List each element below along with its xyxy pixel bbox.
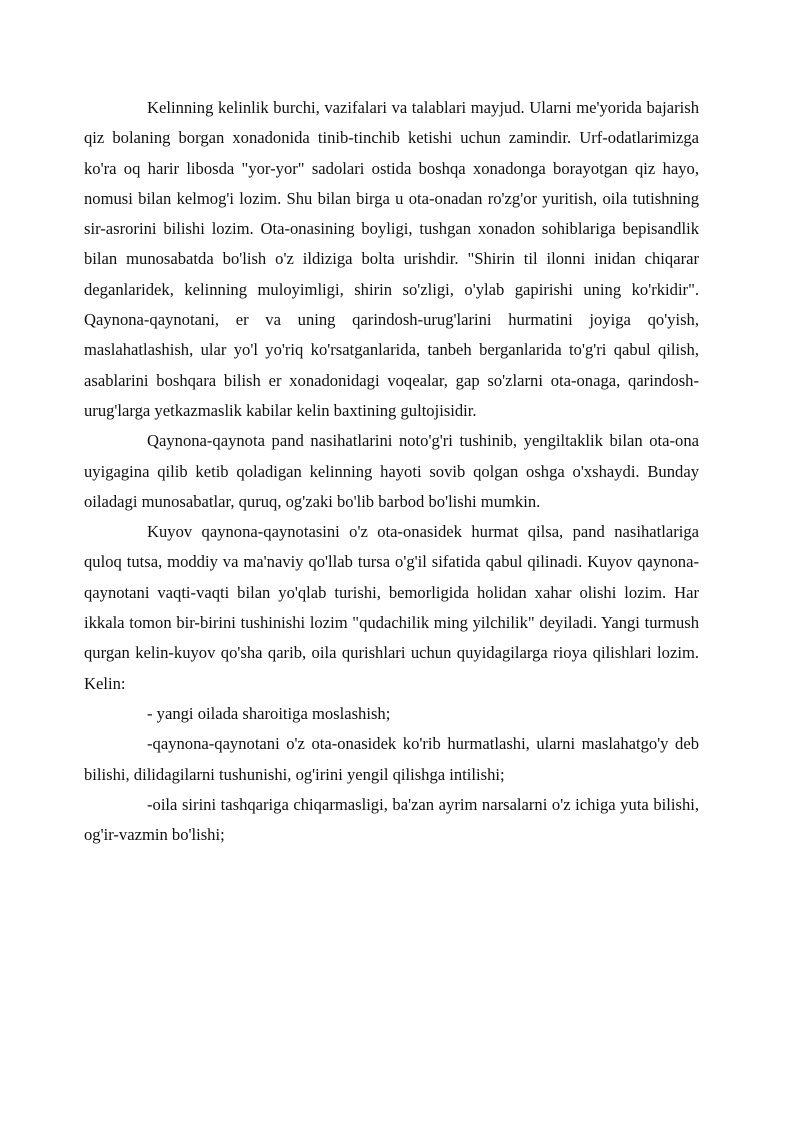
list-item-oila-siri: -oila sirini tashqariga chiqarmasligi, ba'zan ayrim narsalarni o'z ichiga yuta bilishi, og'ir-vazmin bo'lishi; [84, 794, 699, 845]
list-item-moslashish: - yangi oilada sharoitiga moslashish; [147, 703, 391, 723]
paragraph-kelin-burchi: Kelinning kelinlik burchi, vazifalari va talablari mayjud. Ularni me'yorida bajarish qiz bolaning borgan xonadonida tinib-tinchib ketishi uchun zamindir. Urf-odatlarimizga ko'ra oq harir libosda "yor-yor" sadolari ostida boshqa xonadonga borayotgan qiz hayo, nomusi bilan kelmog'i lozim. Shu bilan birga u ota-onadan ro'zg'or yuritish, oila tutishning sir-asrorini bilishi lozim. Ota-onasining boyligi, tushgan xonadon sohiblariga bepisandlik bilan munosabatda bo'lish o'z ildiziga bolta urishdir. "Shirin til ilonni inidan chiqarar deganlaridek, kelinning muloyimligi, shirin so'zligi, o'ylab gapirishi uning ko'rkidir". Qaynona-qaynotani, er va uning qarindosh-urug'larini hurmatini joyiga qo'yish, maslahatlashish, ular yo'l yo'riq ko'rsatganlarida, tanbeh berganlarida to'g'ri qabul qilish, asablarini boshqara bilish er xonadonidagi voqealar, gap so'zlarni ota-onaga, qarindosh-urug'larga yetkazmaslik kabilar kelin baxtining gultojisidir. [84, 98, 699, 420]
paragraph-pand-nasihat: Qaynona-qaynota pand nasihatlarini noto'g'ri tushinib, yengiltaklik bilan ota-ona uyigagina qilib ketib qoladigan kelinning hayoti sovib qolgan oshga o'xshaydi. Bunday oiladagi munosabatlar, quruq, og'zaki bo'lib barbod bo'lishi mumkin. [84, 431, 699, 511]
paragraph-kuyov: Kuyov qaynona-qaynotasini o'z ota-onasidek hurmat qilsa, pand nasihatlariga quloq tutsa, moddiy va ma'naviy qo'llab tursa o'g'il sifatida qabul qilinadi. Kuyov qaynona-qaynotani vaqti-vaqti bilan yo'qlab turishi, bemorligida holidan xahar olishi lozim. Har ikkala tomon bir-birini tushinishi lozim "qudachilik ming yilchilik" deyiladi. Yangi turmush qurgan kelin-kuyov qo'sha qarib, oila qurishlari uchun quyidagilarga rioya qilishlari lozim. Kelin: [84, 522, 699, 693]
list-item-hurmatlash: -qaynona-qaynotani o'z ota-onasidek ko'rib hurmatlashi, ularni maslahatgo'y deb bilishi, dilidagilarni tushunishi, og'irini yengil qilishga intilishi; [84, 734, 699, 784]
document-page [84, 93, 699, 850]
